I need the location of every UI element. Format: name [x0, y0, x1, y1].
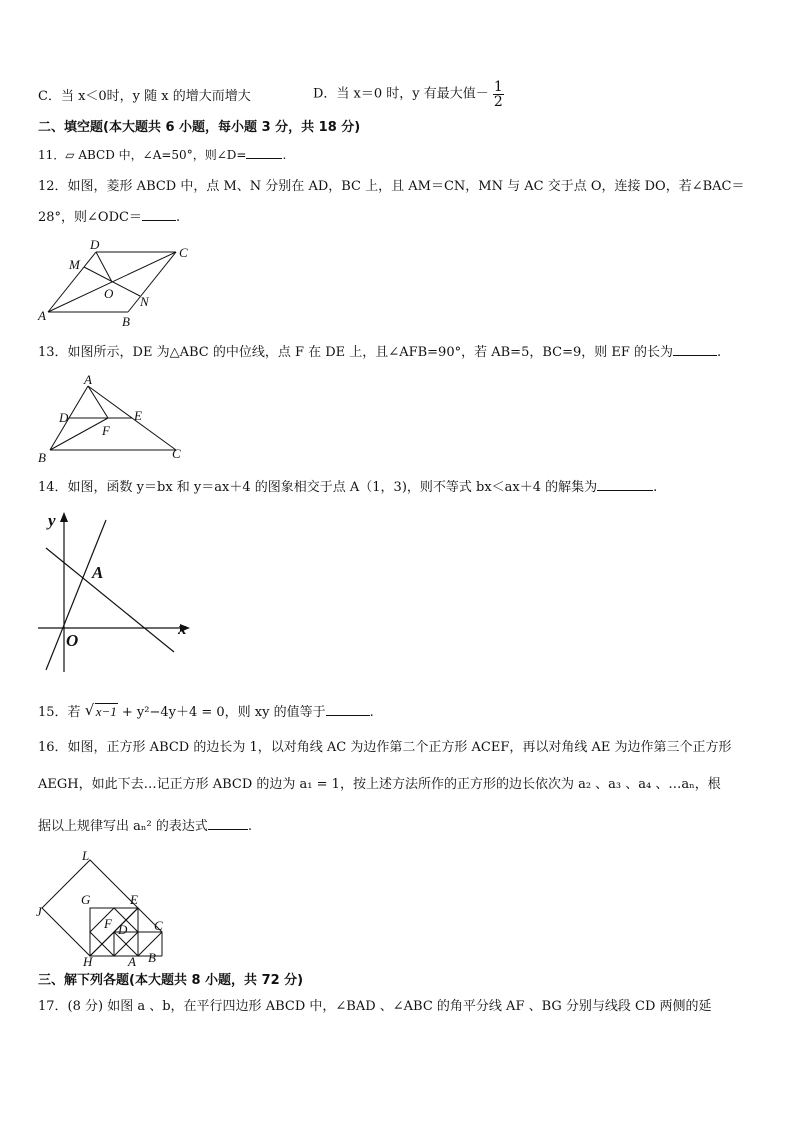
q16-label-e: E	[130, 892, 138, 907]
q14-graph-figure	[34, 506, 204, 678]
q12-line2-body: 28°，则∠ODC＝	[38, 210, 142, 225]
q12-label-d: D	[90, 237, 100, 252]
q10-fraction	[493, 80, 504, 109]
q16-label-a: A	[128, 954, 136, 968]
q14-label-a: A	[92, 563, 104, 582]
q16-end: .	[247, 819, 252, 834]
q14-label-x: x	[178, 619, 187, 638]
q11-number: 11．	[38, 148, 66, 162]
q13-text	[38, 343, 721, 362]
q16-answer-blank[interactable]	[208, 817, 248, 830]
q13-body: 13．如图所示，DE 为△ABC 的中位线，点 F 在 DE 上，且∠AFB=90°，若 AB=5，BC=9，则 EF 的长为	[38, 345, 674, 360]
q16-label-b: B	[148, 950, 156, 965]
q16-line3-body: 据以上规律写出 aₙ² 的表达式	[38, 819, 208, 834]
q16-label-g: G	[81, 892, 91, 907]
q16-label-h: H	[83, 954, 93, 968]
q12-label-a: A	[38, 308, 46, 323]
q11-body: ▱ ABCD 中，∠A=50°，则∠D=	[65, 148, 247, 162]
q16-line1: 16．如图，正方形 ABCD 的边长为 1，以对角线 AC 为边作第二个正方形 ACEF，再以对角线 AE 为边作第三个正方形	[38, 740, 732, 755]
q13-end: .	[717, 345, 722, 360]
q10-fraction-num: 1	[493, 79, 503, 95]
q13-label-d: D	[59, 410, 69, 425]
q12-line1: 12．如图，菱形 ABCD 中，点 M、N 分别在 AD，BC 上，且 AM＝CN，MN 与 AC 交于点 O，连接 DO，若∠BAC＝	[38, 179, 745, 194]
q16-line2: AEGH，如此下去…记正方形 ABCD 的边为 a₁ = 1，按上述方法所作的正方形的边长依次为 a₂ 、a₃ 、a₄ 、…aₙ，根	[38, 777, 721, 792]
q12-rhombus-figure	[36, 236, 196, 328]
q12-label-n: N	[140, 294, 149, 309]
q12-answer-blank[interactable]	[142, 208, 176, 221]
q16-label-c: C	[154, 918, 163, 933]
q16-label-l: L	[82, 848, 90, 863]
q12-line2	[38, 208, 180, 227]
q13-answer-blank[interactable]	[673, 343, 717, 356]
q14-body: 14．如图，函数 y＝bx 和 y＝ax＋4 的图象相交于点 A（1，3)，则不等式 bx＜ax＋4 的解集为	[38, 480, 598, 495]
q15-rest: + y²−4y＋4 = 0，则 xy 的值等于	[121, 705, 326, 720]
q10-option-d-prefix: D．当 x＝0 时，y 有最大值－	[313, 86, 489, 102]
q11	[38, 146, 286, 164]
q15-prefix: 15．若	[38, 705, 81, 720]
q14-label-o: O	[66, 631, 79, 650]
q15-end: .	[369, 705, 374, 720]
section3-heading: 三、解下列各题(本大题共 8 小题，共 72 分)	[38, 973, 304, 988]
q13-label-c: C	[172, 446, 181, 461]
q14-answer-blank[interactable]	[597, 478, 653, 491]
q13-label-f: F	[102, 423, 110, 438]
q13-triangle-figure	[36, 372, 196, 464]
section2-heading: 二、填空题(本大题共 6 小题，每小题 3 分，共 18 分)	[38, 120, 361, 135]
q11-answer-blank[interactable]	[246, 146, 282, 159]
q16-label-j: J	[36, 904, 42, 919]
q14-label-y: y	[48, 511, 56, 530]
q15-sqrt-sign: √	[84, 701, 95, 719]
q15-answer-blank[interactable]	[326, 703, 370, 716]
q13-label-a: A	[84, 372, 92, 387]
q13-label-b: B	[38, 450, 46, 464]
q12-label-o: O	[104, 286, 114, 301]
q12-label-c: C	[179, 245, 188, 260]
q12-label-b: B	[122, 314, 130, 328]
q16-squares-figure	[34, 846, 174, 968]
q16-label-f: F	[104, 916, 112, 931]
q12-label-m: M	[69, 257, 80, 272]
q15-radicand: x−1	[95, 704, 117, 719]
q10-option-d	[313, 80, 504, 109]
q15	[38, 703, 374, 722]
q10-fraction-den: 2	[493, 94, 503, 110]
q11-end: .	[282, 148, 287, 162]
q10-option-c: C．当 x＜0时，y 随 x 的增大而增大	[38, 89, 251, 104]
q13-label-e: E	[134, 408, 142, 423]
q12-end: .	[175, 210, 181, 225]
q14-y-arrow	[60, 512, 68, 522]
q16-label-d: D	[118, 922, 128, 937]
q16-line3	[38, 817, 252, 836]
q14-end: .	[653, 480, 658, 495]
q15-sqrt	[85, 703, 118, 722]
q14-text	[38, 478, 657, 497]
q17-text: 17．(8 分) 如图 a 、b，在平行四边形 ABCD 中，∠BAD 、∠ABC 的角平分线 AF 、BG 分别与线段 CD 两侧的延	[38, 999, 712, 1014]
